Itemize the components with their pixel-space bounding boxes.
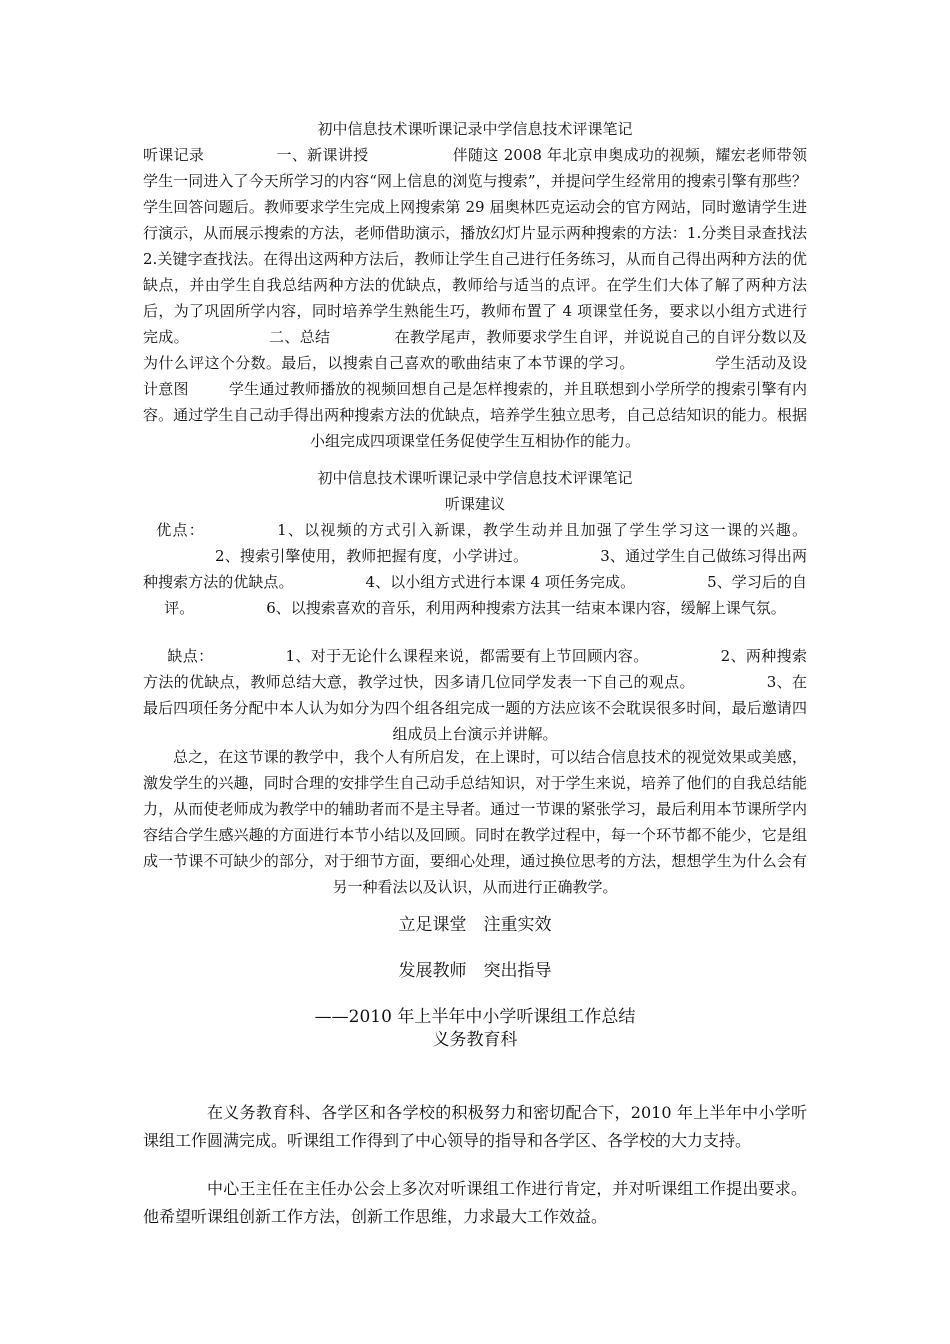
cons-label: 缺点： <box>167 647 214 665</box>
pros-block <box>143 517 807 621</box>
pros-item: 6、以搜索喜欢的音乐，利用两种搜索方法其一结束本课内容，缓解上课气氛。 <box>266 599 786 617</box>
section2-heading: 二、总结 <box>268 328 331 346</box>
pros-label: 优点： <box>155 521 206 539</box>
summary-paragraph: 中心王主任在主任办公会上多次对听课组工作进行肯定，并对听课组工作提出要求。他希望听课组创新工作方法，创新工作思维，力求最大工作效益。 <box>143 1179 807 1226</box>
record-label: 听课记录 <box>143 146 205 164</box>
conclusion-paragraph: 总之，在这节课的教学中，我个人有所启发，在上课时，可以结合信息技术的视觉效果或美感，激发学生的兴趣，同时合理的安排学生自己动手总结知识，对于学生来说，培养了他们的自我总结能力，从而使老师成为教学中的辅助者而不是主导者。通过一节课的紧张学习，最后利用本节课所学内容结合学生感兴趣的方面进行本节小结以及回顾。同时在教学过程中，每一个环节都不能少，它是组成一节课不可缺少的部分，对于细节方面，要细心处理，通过换位思考的方法，想想学生为什么会有另一种看法以及认识，从而进行正确教学。 <box>143 748 807 896</box>
cons-item: 1、对于无论什么课程来说，都需要有上节回顾内容。 <box>285 647 649 665</box>
section2-text: 在教学尾声，教师要求学生自评，并说说自己的自评分数以及为什么评这个分数。最后，以搜索自己喜欢的歌曲结束了本节课的学习。 <box>143 328 807 372</box>
section1-heading: 一、新课讲授 <box>276 146 369 164</box>
article2-title: 初中信息技术课听课记录中学信息技术评课笔记 <box>317 469 633 487</box>
section1-text: 伴随这 2008 年北京申奥成功的视频，耀宏老师带领学生一同进入了今天所学习的内容“网上信息的浏览与搜索”，并提问学生经常用的搜索引擎有那些？学生回答问题后。教师要求学生完成上网搜索第 29 届奥林匹克运动会的官方网站，同时邀请学生进行演示，从而展示搜索的方法，老师借助演示，播放幻灯片显示两种搜索的方法：1.分类目录查找法 2.关键字查找法。在得出这两种方法后，教师让学生自己进行任务练习，从而自己得出两种方法的优缺点，并由学生自我总结两种方法的优缺点，教师给与适当的点评。在学生们大体了解了两种方法后，为了巩固所学内容，同时培养学生熟能生巧，教师布置了 4 项课堂任务，要求以小组方式进行完成。 <box>143 146 807 346</box>
activity-heading: 学生活动及设计意图 <box>143 354 807 398</box>
department-name: 义务教育科 <box>432 1030 518 1050</box>
pros-item: 2、搜索引擎使用，教师把握有度，小学讲过。 <box>215 547 529 565</box>
pros-item: 5、学习后的自评。 <box>164 573 807 617</box>
cons-item: 2、两种搜索方法的优缺点，教师总结大意，教学过快，因多请几位同学发表一下自己的观点。 <box>143 647 808 691</box>
article1-body <box>143 142 807 454</box>
pros-item: 3、通过学生自己做练习得出两种搜索方法的优缺点。 <box>143 547 808 591</box>
summary-subtitle: ——2010 年上半年中小学听课组工作总结 <box>314 1007 636 1027</box>
summary-paragraph: 在义务教育科、各学区和各学校的积极努力和密切配合下，2010 年上半年中小学听课组工作圆满完成。听课组工作得到了中心领导的指导和各学区、各学校的大力支持。 <box>143 1103 807 1150</box>
slogan-line-2: 发展教师 突出指导 <box>398 961 552 981</box>
pros-item: 4、以小组方式进行本课 4 项任务完成。 <box>365 573 636 591</box>
cons-item: 3、在最后四项任务分配中本人认为如分为四个组各组完成一题的方法应该不会耽误很多时间，最后邀请四组成员上台演示并讲解。 <box>143 673 807 743</box>
pros-item: 1、以视频的方式引入新课，教学生动并且加强了学生学习这一课的兴趣。 <box>277 521 807 539</box>
article1-title: 初中信息技术课听课记录中学信息技术评课笔记 <box>317 120 633 138</box>
activity-text: 学生通过教师播放的视频回想自己是怎样搜索的，并且联想到小学所学的搜索引擎有内容。通过学生自己动手得出两种搜索方法的优缺点，培养学生独立思考，自己总结知识的能力。根据小组完成四项课堂任务促使学生互相协作的能力。 <box>143 380 807 450</box>
cons-block <box>143 643 807 747</box>
suggestion-heading: 听课建议 <box>444 495 505 513</box>
slogan-line-1: 立足课堂 注重实效 <box>398 915 552 935</box>
